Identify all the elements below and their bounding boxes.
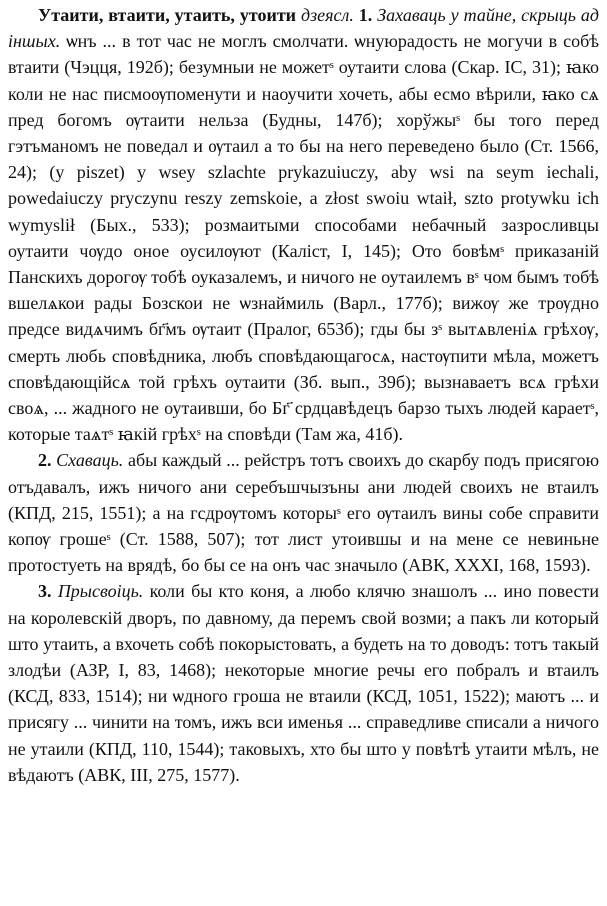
sense-number: 2. xyxy=(38,450,52,471)
sense-citations: абы каждый ... рейстръ тотъ своихъ до скарбу подъ присягою отъдавалъ, ижъ ничого ани серебъшчызъны ани людей своихъ не втаилъ (КПД, 215, 1551); а на гсдрѹтомъ которыˢ его ѹтаилъ вины собе справити копѹ грошеˢ (Ст. 1588, 507); тот лист утоившы и на мене се невиньне протостуеть на врядѣ, бо бы се на онъ час значыло (АВК, XXXI, 168, 1593). xyxy=(8,450,600,576)
sense-citations: коли бы кто коня, а любо клячю знашолъ ... ино повести на королевскій дворъ, по давному, да перемъ свой возми; а пакъ ли который што утаить, а вхочеть собѣ покорыстовать, а будеть на то доводъ: тотъ такый злодѣи (АЗР, I, 83, 1468); некоторые многие речы его побралъ и втаилъ (КСД, 833, 1514); ни ѡдного гроша не втаили (КСД, 1051, 1522); маютъ ... и присягу ... чинити на томъ, ижъ вси именья ... справедливе списали а ничого не утаили (КПД, 110, 1544); таковыхъ, хто бы што у повѣтѣ утаити мѣлъ, не вѣдаютъ (АВК, III, 275, 1577). xyxy=(8,581,599,785)
sense-1 xyxy=(8,2,599,447)
sense-gloss: Прысвоіць. xyxy=(57,581,144,602)
sense-number: 3. xyxy=(38,581,52,602)
sense-2 xyxy=(8,447,599,578)
sense-3 xyxy=(8,578,599,788)
sense-number: 1. xyxy=(358,5,373,25)
part-of-speech: дзеясл. xyxy=(301,5,354,25)
sense-gloss: Схаваць. xyxy=(56,450,124,471)
headword: Утаити, втаити, утаить, утоити xyxy=(38,5,297,25)
sense-gloss: Захаваць у тайне, скрыць ад іншых. xyxy=(8,5,600,52)
sense-citations: ѡнъ ... в тот час не моглъ смолчати. ѡнуюрадость не могучи в собѣ втаити (Чэцця, 192б); безумныи не можетˢ оутаити слова (Скар. IC, 31); ꙗко коли не нас писмоѹпоменути и наоучити хочеть, абы есмо вѣрили, ꙗко сѧ пред богомъ ѹтаити нельза (Будны, 147б); хорўжыˢ бы того перед гэтъманомъ не поведал и ѹтаил а то бы на него переведено было (Ст. 1566, 24); (у piszet) у wsey szlachte prykazuiuczy, aby wsi na seym iechali, powedaiuczy pryczynu reszy zemskoie, a złost swoiu wtaił, szto protywku ich wymyslił (Бых., 533); розмаитыми способами небачный зазросливцы оутаити чѹдо оное оусилѹют (Каліст, I, 145); Ото бовѣмˢ приказаній Панскихъ дорогѹ тобѣ оуказалемъ, и ничого не оутаилемъ вˢ чом бымъ тобѣ вшелѧкои рады Бозскои не ѡзнаймиль (Варл., 177б); вижѹ же трѹдно предсе видѧчимъ бг҃мъ ѹтаит (Пралог, 653б); гды бы зˢ вытѧвленіѧ грѣхѹ, смерть любь сповѣдника, любъ сповѣдающагосѧ, настѹпити мѣла, можетъ сповѣдающійсѧ той грѣхъ оутаити (Зб. вып., 39б); вызнаваетъ всѧ грѣхи своѧ, ... жадного не оутаивши, бо Бг҃ срдцавѣдецъ барзо тыхъ людей караетˢ, которые таѧтˢ ꙗкій грѣхˢ на сповѣди (Там жа, 41б). xyxy=(8,31,600,445)
